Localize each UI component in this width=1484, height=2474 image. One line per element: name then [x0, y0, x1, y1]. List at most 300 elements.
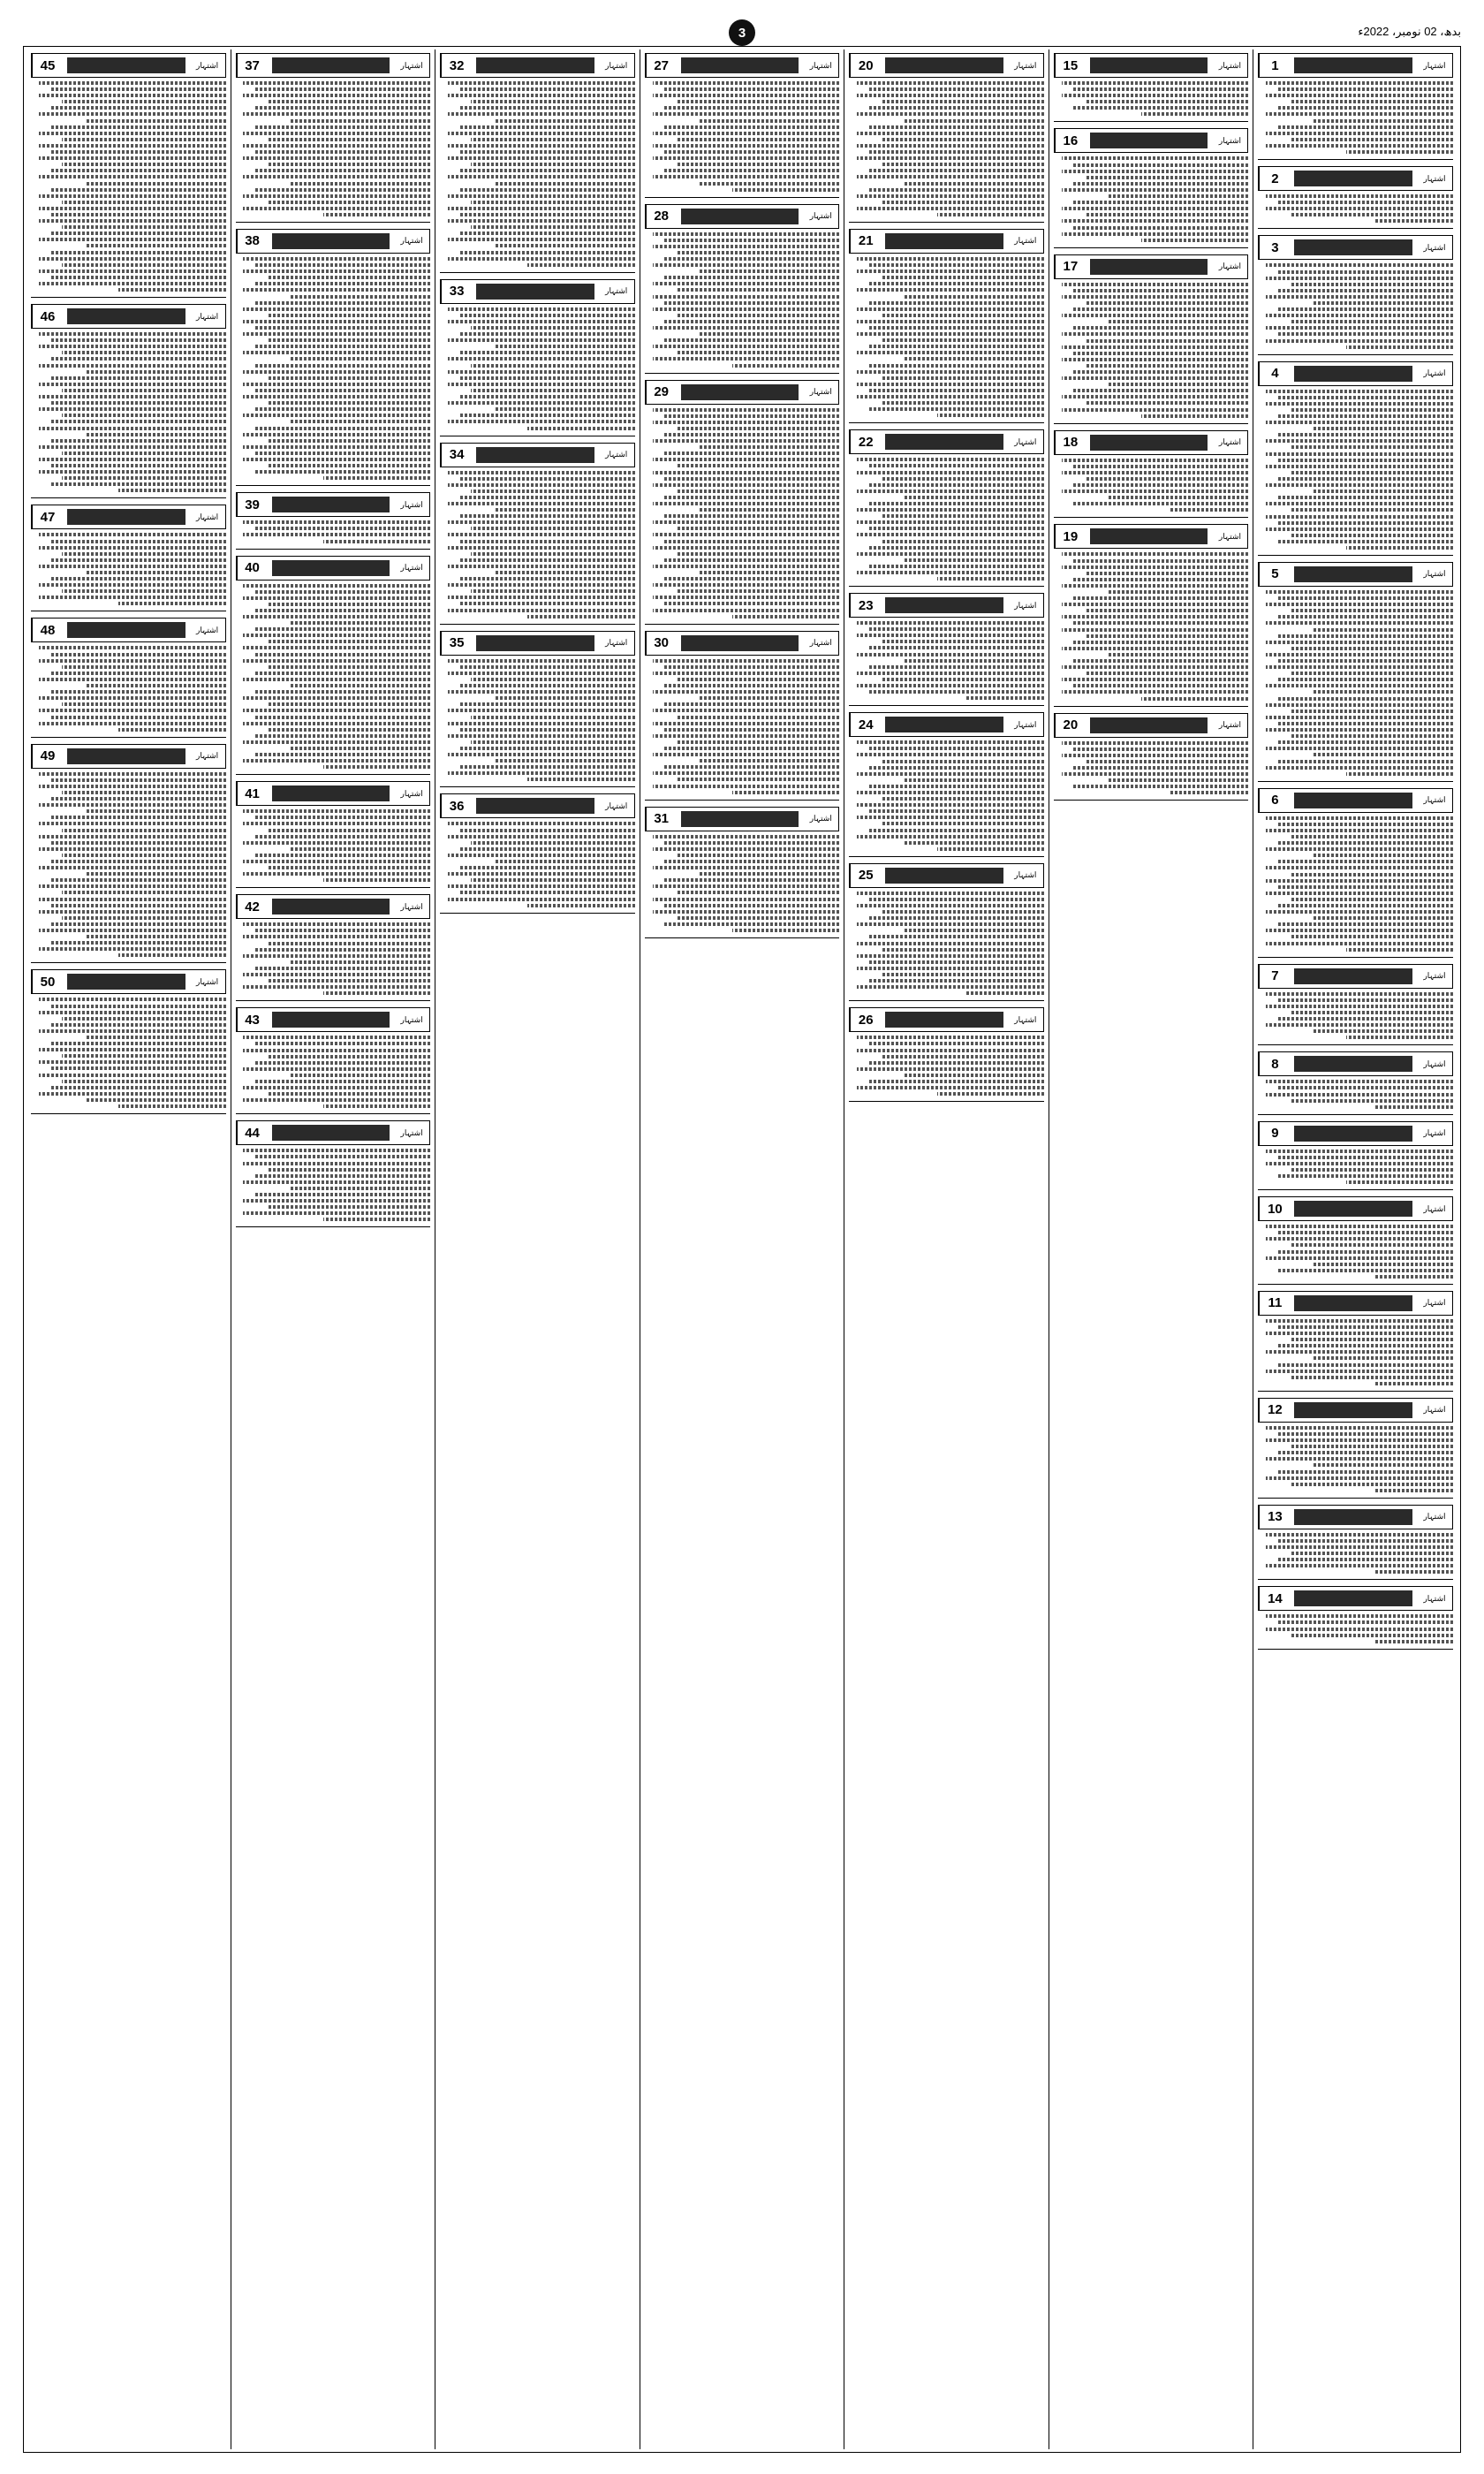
headline-redacted-bar [476, 447, 594, 463]
text-line [1277, 1432, 1453, 1436]
article-19[interactable] [1054, 524, 1249, 706]
text-line [495, 860, 635, 863]
text-line [39, 238, 226, 241]
text-line [255, 301, 431, 305]
text-line [653, 910, 840, 914]
text-line [1085, 609, 1248, 612]
text-line [267, 276, 430, 279]
text-line [1266, 527, 1453, 531]
text-line [50, 1086, 226, 1089]
text-line [459, 213, 635, 216]
text-line [1277, 823, 1453, 826]
text-line [1277, 270, 1453, 274]
article-25[interactable] [849, 863, 1044, 1002]
article-number: 40 [237, 557, 268, 580]
text-line [1062, 232, 1249, 236]
text-line [267, 464, 430, 467]
article-headline-box [1054, 128, 1249, 153]
article-body-text [645, 659, 840, 794]
text-line [1062, 358, 1249, 361]
article-headline-box [236, 53, 431, 78]
text-line [664, 728, 840, 732]
text-line [50, 439, 226, 443]
article-headline-box [236, 229, 431, 254]
text-line [243, 332, 430, 336]
article-body-text [236, 520, 431, 543]
article-17[interactable] [1054, 254, 1249, 424]
text-line [653, 483, 840, 487]
article-body-text [1258, 1225, 1453, 1279]
text-line [1346, 546, 1453, 550]
text-line [39, 678, 226, 681]
text-line [267, 829, 430, 832]
article-separator-rule [31, 962, 226, 963]
text-line [1062, 219, 1249, 223]
article-separator-rule [1054, 706, 1249, 707]
article-20[interactable] [849, 53, 1044, 223]
text-line [243, 132, 430, 135]
article-8[interactable] [1258, 1051, 1453, 1114]
text-line [459, 540, 635, 543]
article-6[interactable] [1258, 788, 1453, 958]
text-line [653, 659, 840, 663]
text-line [857, 508, 1044, 512]
article-separator-rule [645, 197, 840, 198]
text-line [243, 1211, 430, 1215]
text-line [243, 414, 430, 417]
text-line [1266, 590, 1453, 594]
text-line [937, 847, 1044, 851]
text-line [1073, 684, 1249, 687]
text-line [857, 395, 1044, 398]
issue-date: بدھ، 02 نومبر، 2022ء [1358, 25, 1461, 38]
article-36[interactable] [440, 793, 635, 913]
article-number: 26 [850, 1008, 881, 1031]
text-line [1313, 1029, 1453, 1033]
article-tag-label: اشتہار [1423, 368, 1446, 378]
article-4[interactable] [1258, 361, 1453, 556]
text-line [881, 797, 1044, 801]
article-headline-box [31, 505, 226, 529]
text-line [653, 94, 840, 97]
article-24[interactable] [849, 712, 1044, 857]
text-line [1346, 948, 1453, 952]
text-line [1266, 1162, 1453, 1165]
text-line [243, 985, 430, 989]
text-line [1062, 314, 1249, 317]
text-line [448, 207, 635, 210]
text-line [664, 125, 840, 129]
article-34[interactable] [440, 443, 635, 625]
text-line [664, 239, 840, 242]
text-line [664, 747, 840, 750]
text-line [664, 841, 840, 845]
text-line [857, 835, 1044, 839]
text-line [904, 119, 1044, 123]
text-line [62, 891, 225, 894]
article-tag-label: اشتہار [605, 60, 628, 70]
article-33[interactable] [440, 279, 635, 436]
headline-redacted-bar [681, 384, 799, 400]
text-line [664, 150, 840, 154]
text-line [1109, 778, 1249, 782]
text-line [857, 520, 1044, 524]
text-line [868, 1042, 1044, 1045]
text-line [255, 407, 431, 411]
text-line [290, 621, 430, 625]
text-line [1290, 1338, 1453, 1341]
headline-redacted-bar [1294, 366, 1412, 382]
text-line [1375, 1640, 1453, 1643]
text-line [118, 602, 225, 605]
text-line [1062, 156, 1249, 160]
headline-redacted-bar [1294, 793, 1412, 808]
article-7[interactable] [1258, 964, 1453, 1046]
article-27[interactable] [645, 53, 840, 198]
text-line [857, 942, 1044, 945]
text-line [676, 552, 839, 556]
text-line [50, 482, 226, 486]
text-line [1073, 389, 1249, 392]
text-line [1266, 1533, 1453, 1537]
text-line [1375, 219, 1453, 223]
text-line [653, 357, 840, 360]
text-line [937, 414, 1044, 417]
text-line [1266, 866, 1453, 869]
article-31[interactable] [645, 807, 840, 938]
text-line [255, 125, 431, 129]
text-line [448, 357, 635, 360]
article-separator-rule [1054, 121, 1249, 122]
article-15[interactable] [1054, 53, 1249, 122]
text-line [527, 615, 634, 618]
text-line [664, 87, 840, 91]
text-line [1277, 1620, 1453, 1624]
text-line [937, 213, 1044, 216]
article-49[interactable] [31, 744, 226, 964]
text-line [653, 502, 840, 505]
text-line [290, 1187, 430, 1190]
text-line [255, 672, 431, 675]
text-line [39, 847, 226, 851]
text-line [50, 231, 226, 235]
article-30[interactable] [645, 631, 840, 801]
text-line [653, 672, 840, 675]
text-line [664, 106, 840, 110]
article-tag-label: اشتہار [809, 60, 832, 70]
text-line [255, 609, 431, 612]
headline-redacted-bar [476, 284, 594, 300]
article-47[interactable] [31, 505, 226, 611]
text-line [857, 144, 1044, 148]
text-line [39, 219, 226, 223]
article-44[interactable] [236, 1120, 431, 1227]
article-separator-rule [1258, 1284, 1453, 1285]
text-line [868, 690, 1044, 694]
text-line [267, 401, 430, 405]
article-tag-label: اشتہار [1423, 971, 1446, 981]
text-line [39, 132, 226, 135]
text-line [1290, 1011, 1453, 1014]
headline-redacted-bar [681, 811, 799, 827]
article-number: 29 [646, 381, 677, 404]
text-line [50, 540, 226, 543]
text-line [1073, 621, 1249, 625]
article-48[interactable] [31, 618, 226, 737]
article-16[interactable] [1054, 128, 1249, 247]
text-line [1266, 465, 1453, 468]
text-line [62, 163, 225, 166]
text-line [868, 785, 1044, 788]
text-line [1073, 748, 1249, 751]
text-line [448, 144, 635, 148]
text-line [243, 288, 430, 292]
article-number: 10 [1259, 1197, 1290, 1220]
text-line [459, 577, 635, 581]
text-line [243, 370, 430, 374]
article-headline-box [440, 53, 635, 78]
text-line [1062, 565, 1249, 569]
text-line [50, 169, 226, 172]
article-number: 20 [850, 54, 881, 77]
text-line [653, 785, 840, 788]
text-column-6 [231, 49, 435, 2449]
article-headline-box [1258, 1121, 1453, 1146]
text-line [62, 414, 225, 417]
text-line [39, 696, 226, 700]
text-line [1290, 1168, 1453, 1172]
article-21[interactable] [849, 229, 1044, 423]
article-45[interactable] [31, 53, 226, 298]
text-line [471, 389, 634, 392]
text-line [1073, 289, 1249, 292]
text-line [1085, 364, 1248, 368]
text-line [1290, 213, 1453, 216]
article-46[interactable] [31, 304, 226, 498]
article-number: 35 [441, 632, 472, 655]
headline-redacted-bar [67, 509, 186, 525]
article-42[interactable] [236, 894, 431, 1001]
text-line [255, 106, 431, 110]
text-line [255, 282, 431, 285]
article-35[interactable] [440, 631, 635, 788]
article-29[interactable] [645, 380, 840, 625]
article-separator-rule [1258, 781, 1453, 782]
text-line [50, 150, 226, 154]
text-line [1277, 885, 1453, 889]
text-line [1277, 307, 1453, 311]
article-41[interactable] [236, 781, 431, 888]
headline-redacted-bar [681, 635, 799, 651]
text-line [1085, 760, 1248, 763]
article-1[interactable] [1258, 53, 1453, 160]
text-line [676, 427, 839, 430]
article-body-text [31, 646, 226, 731]
text-line [62, 100, 225, 103]
text-line [255, 854, 431, 857]
text-line [1062, 584, 1249, 588]
text-line [39, 1092, 226, 1096]
text-line [1277, 459, 1453, 462]
text-line [1109, 194, 1249, 198]
article-headline-box [31, 618, 226, 642]
text-line [267, 728, 430, 732]
article-43[interactable] [236, 1007, 431, 1114]
text-line [881, 678, 1044, 681]
text-line [1290, 1445, 1453, 1448]
text-line [1290, 1552, 1453, 1555]
article-tag-label: اشتہار [809, 638, 832, 648]
text-line [39, 1060, 226, 1064]
text-line [459, 414, 635, 417]
text-line [653, 295, 840, 299]
text-line [459, 106, 635, 110]
text-line [1346, 150, 1453, 154]
text-line [267, 201, 430, 204]
text-line [86, 935, 226, 938]
text-line [868, 527, 1044, 530]
text-line [1277, 1470, 1453, 1474]
text-line [1085, 672, 1248, 675]
text-line [39, 470, 226, 474]
text-line [1266, 502, 1453, 505]
text-line [1073, 182, 1249, 186]
text-line [243, 445, 430, 449]
text-line [290, 960, 430, 964]
text-line [1062, 81, 1249, 85]
article-tag-label: اشتہار [400, 1127, 423, 1137]
article-separator-rule [31, 1113, 226, 1114]
text-line [1062, 332, 1249, 336]
article-body-text [849, 1036, 1044, 1096]
headline-redacted-bar [1294, 1402, 1412, 1418]
text-line [1073, 307, 1249, 311]
text-line [857, 156, 1044, 160]
text-line [1313, 854, 1453, 857]
text-line [857, 269, 1044, 273]
article-11[interactable] [1258, 1291, 1453, 1392]
article-number: 5 [1259, 563, 1290, 586]
text-line [857, 954, 1044, 958]
text-line [857, 967, 1044, 970]
article-26[interactable] [849, 1007, 1044, 1102]
article-tag-label: اشتہار [1218, 135, 1241, 145]
text-line [676, 251, 839, 254]
article-headline-box [236, 1120, 431, 1145]
text-line [653, 520, 840, 524]
text-line [448, 546, 635, 550]
article-separator-rule [1258, 1189, 1453, 1190]
article-5[interactable] [1258, 562, 1453, 782]
text-line [39, 269, 226, 273]
text-line [1290, 508, 1453, 512]
text-line [39, 156, 226, 160]
article-separator-rule [1258, 1044, 1453, 1045]
text-line [243, 872, 430, 876]
headline-redacted-bar [1294, 1201, 1412, 1217]
text-line [459, 496, 635, 499]
article-body-text [1258, 1319, 1453, 1385]
article-separator-rule [1054, 517, 1249, 518]
article-14[interactable] [1258, 1586, 1453, 1649]
article-40[interactable] [236, 556, 431, 776]
article-13[interactable] [1258, 1505, 1453, 1581]
article-10[interactable] [1258, 1196, 1453, 1285]
article-body-text [1258, 816, 1453, 952]
article-body-text [31, 772, 226, 958]
article-20[interactable] [1054, 713, 1249, 801]
article-separator-rule [645, 624, 840, 625]
text-line [1277, 1231, 1453, 1234]
text-line [86, 119, 226, 123]
text-line [676, 916, 839, 920]
text-line [1277, 596, 1453, 600]
article-tag-label: اشتہار [1014, 436, 1037, 446]
article-38[interactable] [236, 229, 431, 486]
text-line [448, 483, 635, 487]
text-line [255, 452, 431, 455]
text-line [699, 696, 839, 700]
text-line [39, 583, 226, 587]
text-line [1085, 401, 1248, 405]
text-line [1266, 439, 1453, 443]
article-50[interactable] [31, 969, 226, 1114]
text-line [459, 395, 635, 398]
text-line [39, 709, 226, 712]
text-line [653, 307, 840, 311]
text-line [243, 1086, 430, 1089]
article-separator-rule [31, 737, 226, 738]
text-line [1073, 785, 1249, 788]
headline-redacted-bar [67, 748, 186, 764]
article-number: 21 [850, 230, 881, 253]
text-line [39, 345, 226, 348]
article-23[interactable] [849, 593, 1044, 706]
text-line [676, 740, 839, 744]
text-line [255, 948, 431, 952]
article-39[interactable] [236, 492, 431, 549]
headline-redacted-bar [681, 57, 799, 73]
text-line [243, 1067, 430, 1071]
text-line [448, 596, 635, 599]
text-line [1062, 754, 1249, 757]
article-body-text [645, 232, 840, 368]
text-line [881, 163, 1044, 166]
text-line [1266, 641, 1453, 644]
article-9[interactable] [1258, 1121, 1453, 1190]
article-18[interactable] [1054, 430, 1249, 519]
text-line [243, 112, 430, 116]
text-line [868, 150, 1044, 154]
text-line [868, 646, 1044, 649]
article-12[interactable] [1258, 1398, 1453, 1499]
article-37[interactable] [236, 53, 431, 223]
text-line [664, 684, 840, 687]
text-line [664, 320, 840, 323]
text-line [1266, 194, 1453, 198]
article-32[interactable] [440, 53, 635, 273]
article-22[interactable] [849, 429, 1044, 587]
article-number: 12 [1259, 1399, 1290, 1422]
article-28[interactable] [645, 204, 840, 374]
text-line [243, 1049, 430, 1052]
article-2[interactable] [1258, 166, 1453, 229]
article-3[interactable] [1258, 235, 1453, 354]
text-line [243, 922, 430, 926]
text-line [267, 866, 430, 869]
text-line [243, 822, 430, 825]
article-separator-rule [1258, 1498, 1453, 1499]
